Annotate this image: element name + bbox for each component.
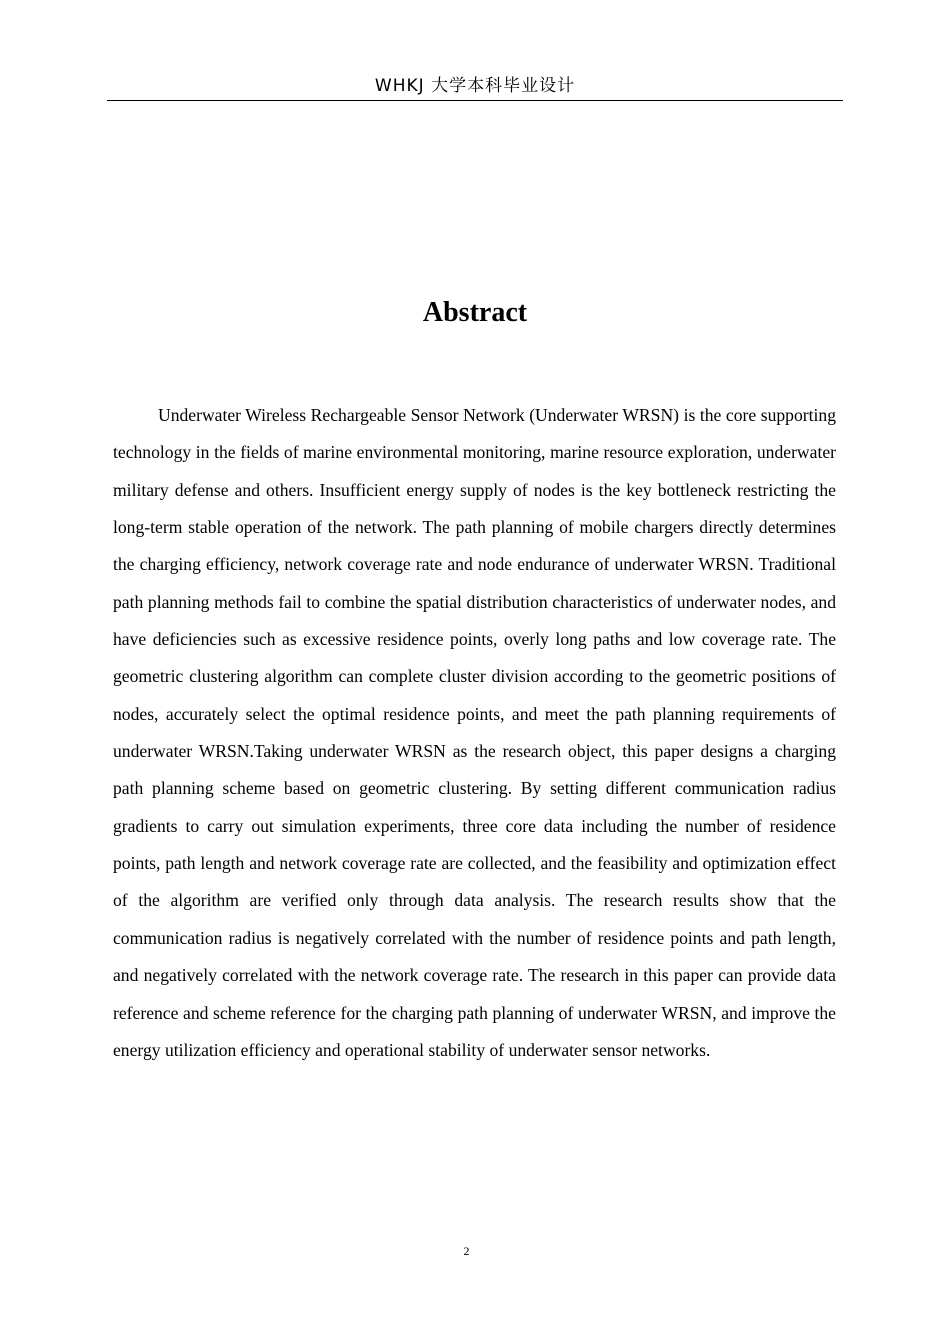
abstract-title: Abstract	[422, 297, 528, 328]
page-header	[107, 72, 843, 101]
page-number: 2	[463, 1244, 470, 1258]
abstract-body: Underwater Wireless Rechargeable Sensor Network (Underwater WRSN) is the core supporting technology in the fields of marine environmental monitoring, marine resource exploration, underwater military defense and others. Insufficient energy supply of nodes is the key bottleneck restricting the long-term stable operation of the network. The path planning of mobile chargers directly determines the charging efficiency, network coverage rate and node endurance of underwater WRSN. Traditional path planning methods fail to combine the spatial distribution characteristics of underwater nodes, and have deficiencies such as excessive residence points, overly long paths and low coverage rate. The geometric clustering algorithm can complete cluster division according to the geometric positions of nodes, accurately select the optimal residence points, and meet the path planning requirements of underwater WRSN.Taking underwater WRSN as the research object, this paper designs a charging path planning scheme based on geometric clustering. By setting different communication radius gradients to carry out simulation experiments, three core data including the number of residence points, path length and network coverage rate are collected, and the feasibility and optimization effect of the algorithm are verified only through data analysis. The research results show that the communication radius is negatively correlated with the number of residence points and path length, and negatively correlated with the network coverage rate. The research in this paper can provide data reference and scheme reference for the charging path planning of underwater WRSN, and improve the energy utilization efficiency and operational stability of underwater sensor networks.	[113, 405, 836, 1060]
page-header-text: WHKJ 大学本科毕业设计	[374, 76, 576, 96]
